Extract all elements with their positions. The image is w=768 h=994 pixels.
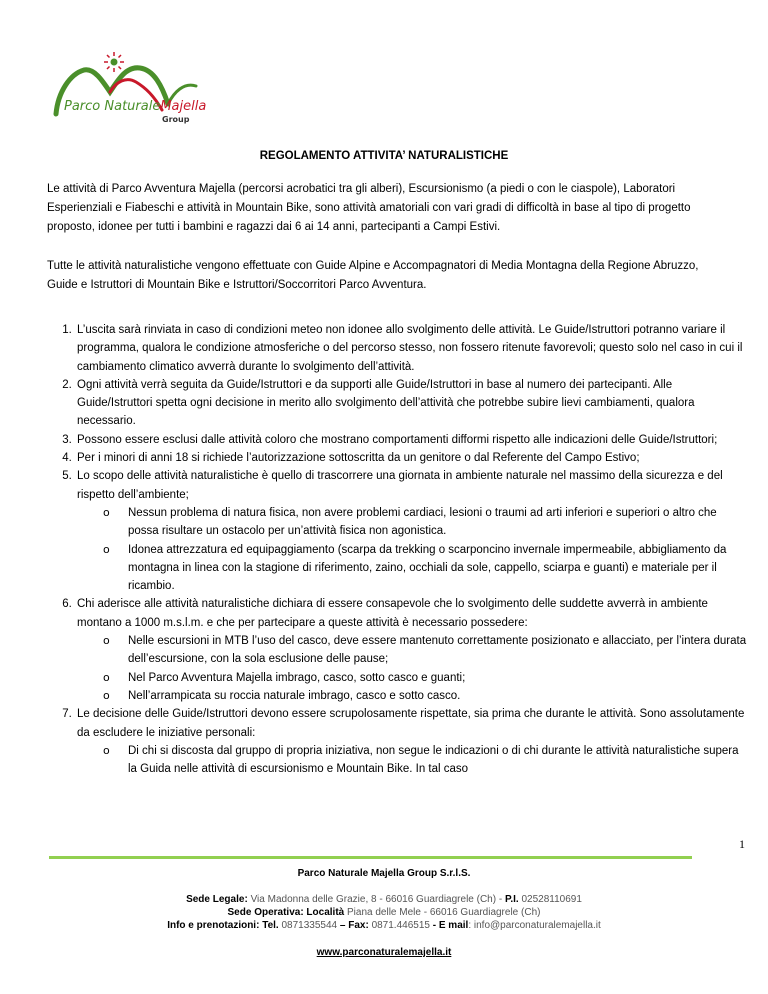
intro-paragraph-2: Tutte le attività naturalistiche vengono effettuate con Guide Alpine e Accompagnatori di Media Montagna della Regione Abruzzo, Guide e Istruttori di Mountain Bike e Istruttori/Soccorritori Parco Avventura. [47,260,699,291]
rule-item [75,467,750,595]
email-label: - E mail [432,920,469,931]
fax-label: – Fax: [339,920,369,931]
footer-divider [49,856,692,859]
rule-text: Lo scopo delle attività naturalistiche è quello di trascorrere una giornata in ambiente naturale nel massimo della sicurezza e del rispetto dell’ambiente; [77,470,723,501]
rule-text: Per i minori di anni 18 si richiede l’autorizzazione sottoscritta da un genitore o dal Referente del Campo Estivo; [77,452,640,465]
sub-item: o Nel Parco Avventura Majella imbrago, casco, sotto casco e guanti; [115,669,750,687]
rule-text: Chi aderisce alle attività naturalistiche dichiara di essere consapevole che lo svolgimento delle suddette avverrà in ambiente montano a 1000 m.s.l.m. e che per partecipare a queste attività è necessario possedere: [77,598,708,629]
legal-value: Via Madonna delle Grazie, 8 - 66016 Guardiagrele (Ch) - [250,894,503,905]
rule-item [75,321,750,376]
logo-wordmark [64,99,206,114]
info-label: Info e prenotazioni: Tel. [167,920,279,931]
rule-text: Le decisione delle Guide/Istruttori devono essere scrupolosamente rispettate, sia prima che durante le attività. Sono assolutamente da escludere le iniziative personali: [77,708,745,739]
document-title: REGOLAMENTO ATTIVITA’ NATURALISTICHE [259,150,509,162]
rule-item [75,376,750,431]
logo-part1: Parco Naturale [64,99,161,114]
website-link[interactable]: www.parconaturalemajella.it [316,947,452,958]
email-value: : info@parconaturalemajella.it [468,920,601,931]
rule-item [75,595,750,705]
piva-value: 02528110691 [521,894,582,905]
rule-item [75,449,750,467]
fax-value: 0871.446515 [371,920,430,931]
footer-company: Parco Naturale Majella Group S.r.l.S. [297,868,471,879]
rule-text: L’uscita sarà rinviata in caso di condizioni meteo non idonee allo svolgimento delle attività. Le Guide/Istruttori potranno variare il programma, qualora le condizione atmosferiche o del percorso stesso, non fossero ritenute favorevoli; questo solo nel caso in cui il cambiamento climatico avverrà durante lo svolgimento dell’attività. [77,324,743,373]
sub-item: o Di chi si discosta dal gruppo di propria iniziativa, non segue le indicazioni o di chi durante le attività naturalistiche supera la Guida nelle attività di escursionismo e Mountain Bike. In tal caso [115,742,750,779]
tel-value: 0871335544 [281,920,338,931]
rule-sublist [77,742,750,779]
legal-label: Sede Legale: [186,894,248,905]
sub-item: o Nessun problema di natura fisica, non avere problemi cardiaci, lesioni o traumi ad arti inferiori e superiori o altro che possa risultare un ostacolo per un’attività fisica non agonistica. [115,504,750,541]
footer-contacts [0,919,768,932]
footer-operative-address [0,906,768,919]
rule-sublist [77,632,750,705]
sub-item: o Idonea attrezzatura ed equipaggiamento (scarpa da trekking o scarponcino invernale impermeabile, abbigliamento da montagna in linea con la stagione di riferimento, zaino, occhiali da sole, cappello, sciarpa e guanti) e materiale per il ricambio. [115,541,750,596]
piva-label: P.I. [504,894,519,905]
logo-group: Group [162,115,190,124]
company-logo [50,52,210,134]
rule-text: Possono essere esclusi dalle attività coloro che mostrano comportamenti difformi rispetto alle indicazioni delle Guide/Istruttori; [77,433,718,446]
op-value: Piana delle Mele - 66016 Guardiagrele (Ch) [347,907,541,918]
intro-paragraph-1: Le attività di Parco Avventura Majella (percorsi acrobatici tra gli alberi), Escursionismo (a piedi o con le ciaspole), Laboratori Esperienziali e Fiabeschi e attività in Mountain Bike, sono attività amatoriali con vari gradi di difficoltà in base al tipo di progetto proposto, idonee per tutti i bambini e ragazzi dai 6 ai 14 anni, partecipanti a Campi Estivi. [47,183,691,233]
sub-item: o Nell’arrampicata su roccia naturale imbrago, casco e sotto casco. [115,687,750,705]
rule-text: Ogni attività verrà seguita da Guide/Istruttori e da supporti alle Guide/Istruttori in base al numero dei partecipanti. Alle Guide/Istruttori spetta ogni decisione in merito allo svolgimento dell’attività che potrebbe subire lievi cambiamenti, qualora necessario. [77,378,695,428]
page-number: 1 [739,837,745,851]
rule-item [75,705,750,778]
logo-part2: Majella [160,99,207,114]
rule-sublist [77,504,750,595]
rules-list [47,321,750,778]
rule-item [75,431,750,449]
sub-item: o Nelle escursioni in MTB l’uso del casco, deve essere mantenuto correttamente posizionato e allacciato, per l’intera durata dell’escursione, con la sola esclusione delle pause; [115,632,750,669]
op-label: Sede Operativa: Località [227,907,345,918]
footer-legal-address [0,893,768,906]
